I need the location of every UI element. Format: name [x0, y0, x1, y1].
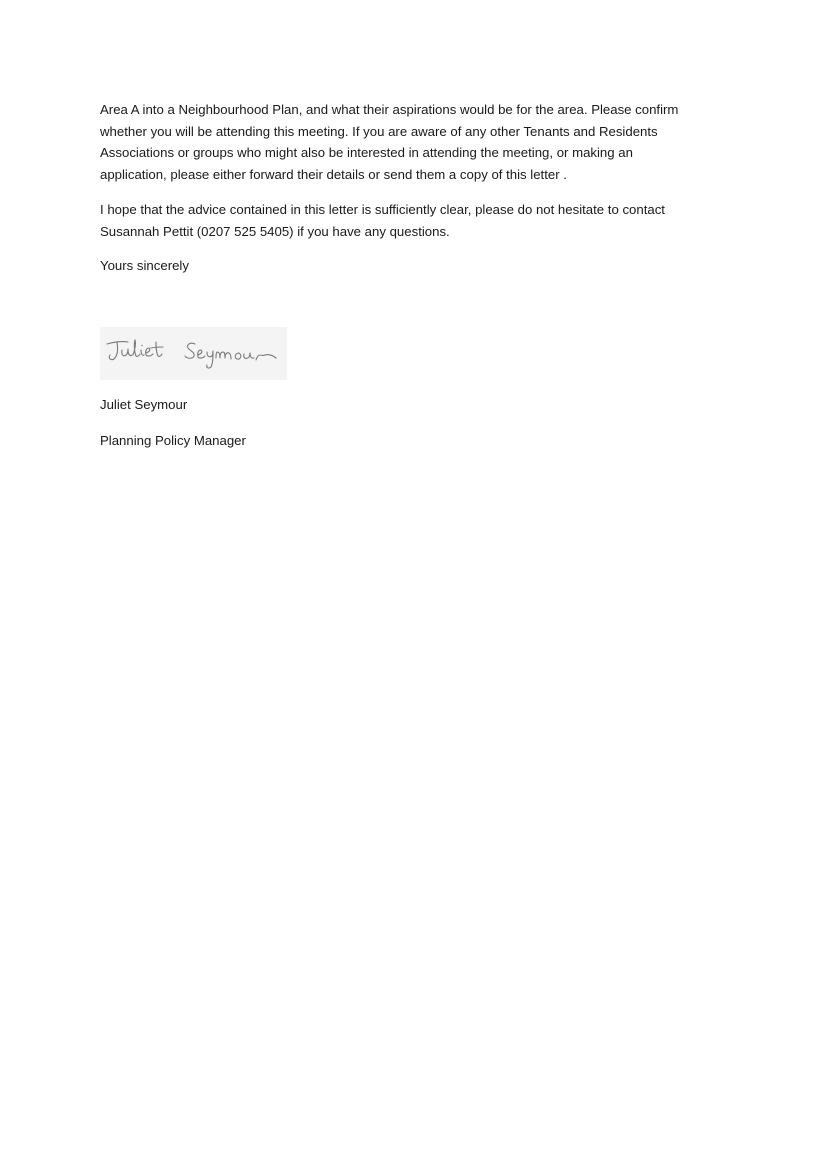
paragraph-line: I hope that the advice contained in this letter is sufficiently clear, please do not hesitate to contact: [100, 201, 665, 217]
paragraph-meeting: [100, 99, 730, 186]
paragraph-line: Area A into a Neighbourhood Plan, and what their aspirations would be for the area. Please confirm: [100, 102, 679, 117]
paragraph-line: Associations or groups who might also be interested in attending the meeting, or making an: [100, 145, 633, 161]
letter-body: [100, 99, 730, 277]
signature-image: [100, 327, 287, 380]
paragraph-contact: [100, 199, 730, 242]
closing-salutation: Yours sincerely: [100, 258, 189, 274]
paragraph-line: application, please either forward their details or send them a copy of this letter .: [100, 167, 567, 183]
signer-name: Juliet Seymour: [100, 397, 188, 412]
paragraph-line: Susannah Pettit (0207 525 5405) if you have any questions.: [100, 223, 450, 239]
signer-job-title: Planning Policy Manager: [100, 433, 246, 448]
paragraph-line: whether you will be attending this meeting. If you are aware of any other Tenants and Residents: [100, 123, 658, 139]
handwritten-signature: [100, 327, 287, 380]
